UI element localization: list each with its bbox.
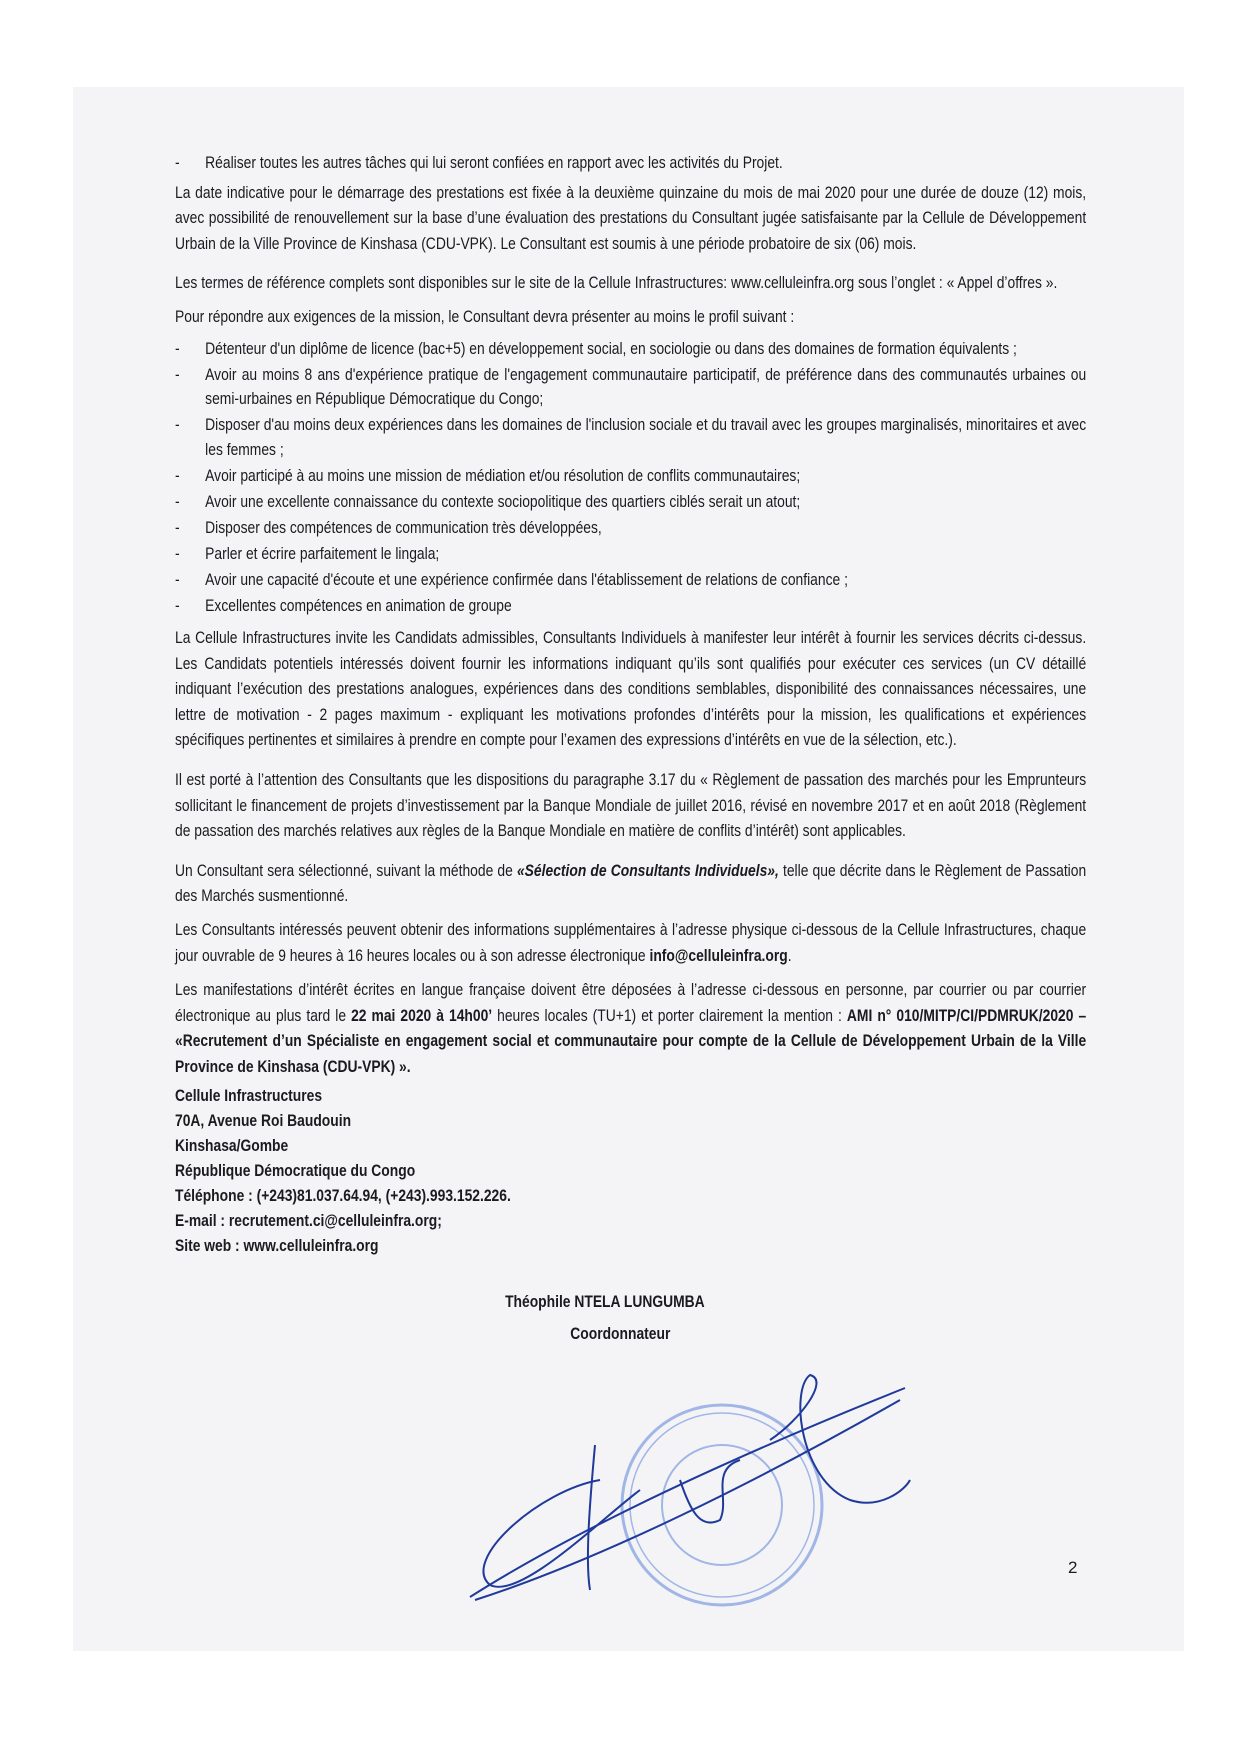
info-email: info@celluleinfra.org: [649, 945, 788, 965]
profile-requirements-list: [175, 337, 1086, 619]
profile-requirement-item: [175, 516, 1086, 541]
profile-requirement-text: Disposer d'au moins deux expériences dans les domaines de l'inclusion sociale et du travail avec les groupes marginalisés, minoritaires et avec les femmes ;: [205, 415, 1087, 459]
website-line: Site web : www.celluleinfra.org: [175, 1235, 379, 1255]
bullet-dash: -: [175, 517, 180, 537]
paragraph-submission: [175, 977, 1086, 1079]
text: Les Consultants intéressés peuvent obtenir des informations supplémentaires à l’adresse physique ci-dessous de la Cellule Infrastructures, chaque jour ouvrable de 9 heures à 16 heures locales ou à son adresse électronique: [175, 920, 1087, 965]
profile-requirement-item: [175, 464, 1086, 489]
bullet-dash: -: [175, 415, 180, 435]
deadline: 22 mai 2020 à 14h00’: [351, 1005, 493, 1025]
profile-requirement-item: [175, 490, 1086, 515]
address-line: Cellule Infrastructures: [175, 1085, 323, 1105]
profile-requirement-text: Parler et écrire parfaitement le lingala;: [205, 543, 440, 563]
profile-requirement-item: [175, 337, 1086, 362]
profile-requirement-item: [175, 594, 1086, 619]
address-line: Kinshasa/Gombe: [175, 1135, 289, 1155]
profile-requirement-text: Avoir une capacité d'écoute et une expérience confirmée dans l'établissement de relations de confiance ;: [205, 569, 848, 589]
profile-requirement-text: Disposer des compétences de communication très développées,: [205, 517, 602, 537]
bullet-dash: -: [175, 569, 180, 589]
paragraph-invitation: La Cellule Infrastructures invite les Candidats admissibles, Consultants Individuels à manifester leur intérêt à fournir les services décrits ci-dessus. Les Candidats potentiels intéressés doivent fournir les informations indiquant qu’ils sont qualifiés pour exécuter ces services (un CV détaillé indiquant l’exécution des prestations analogues, expériences dans des conditions semblables, disponibilité des connaissances nécessaires, une lettre de motivation - 2 pages maximum - expliquant les motivations profondes d’intérêts pour la mission, les qualifications et expériences spécifiques pertinentes et similaires à prendre en compte pour l’examen des expressions d’intérêts en vue de la sélection, etc.).: [175, 628, 1087, 750]
profile-requirement-text: Avoir participé à au moins une mission de médiation et/ou résolution de conflits communautaires;: [205, 465, 801, 485]
text: heures locales (TU+1) et porter clairement la mention :: [492, 1005, 847, 1025]
paragraph-terms-of-reference: Les termes de référence complets sont disponibles sur le site de la Cellule Infrastructures: www.celluleinfra.org sous l’onglet : « Appel d’offres ».: [175, 273, 1058, 293]
paragraph-start-date: La date indicative pour le démarrage des prestations est fixée à la deuxième quinzaine du mois de mai 2020 pour une durée de douze (12) mois, avec possibilité de renouvellement sur la base d’une évaluation des prestations du Consultant jugée satisfaisante par la Cellule de Développement Urbain de la Ville Province de Kinshasa (CDU-VPK). Le Consultant est soumis à une période probatoire de six (06) mois.: [175, 182, 1087, 253]
signatory-name: Théophile NTELA LUNGUMBA: [505, 1291, 705, 1311]
bullet-dash: -: [175, 543, 180, 563]
text: telle que décrite dans le Règlement de Passation des Marchés susmentionné.: [175, 860, 1087, 906]
text: .: [787, 945, 792, 965]
address-line: 70A, Avenue Roi Baudouin: [175, 1110, 352, 1130]
bullet-dash: -: [175, 338, 180, 358]
phone-line: Téléphone : (+243)81.037.64.94, (+243).993.152.226.: [175, 1185, 511, 1205]
profile-requirement-item: [175, 363, 1086, 412]
profile-requirement-item: [175, 542, 1086, 567]
email-line: E-mail : recrutement.ci@celluleinfra.org;: [175, 1210, 442, 1230]
text: Les manifestations d’intérêt écrites en langue française doivent être déposées à l’adresse ci-dessous en personne, par courrier ou par courrier électronique au plus tard le: [175, 980, 1087, 1025]
profile-requirement-item: [175, 568, 1086, 593]
paragraph-profile-intro: Pour répondre aux exigences de la mission, le Consultant devra présenter au moins le profil suivant :: [175, 306, 795, 326]
profile-requirement-text: Avoir une excellente connaissance du contexte sociopolitique des quartiers ciblés serait un atout;: [205, 491, 801, 511]
bullet-dash: -: [175, 153, 180, 172]
reference-mention: AMI n° 010/MITP/CI/PDMRUK/2020 – «Recrutement d’un Spécialiste en engagement social et communautaire pour compte de la Cellule de Développement Urbain de la Ville Province de Kinshasa (CDU-VPK) ».: [175, 1005, 1087, 1076]
bullet-dash: -: [175, 491, 180, 511]
text: Un Consultant sera sélectionné, suivant la méthode de: [175, 860, 517, 880]
address-block: [175, 1083, 1086, 1258]
selection-method-name: «Sélection de Consultants Individuels»,: [516, 860, 779, 880]
bullet-dash: -: [175, 364, 180, 384]
profile-requirement-item: [175, 413, 1086, 462]
address-line: République Démocratique du Congo: [175, 1160, 416, 1180]
profile-requirement-text: Détenteur d'un diplôme de licence (bac+5) en développement social, en sociologie ou dans des domaines de formation équivalents ;: [205, 338, 1017, 358]
signatory-title: Coordonnateur: [570, 1323, 671, 1343]
document-body: [175, 150, 1086, 1345]
bullet-dash: -: [175, 465, 180, 485]
list-item-text: Réaliser toutes les autres tâches qui lui seront confiées en rapport avec les activités du Projet.: [205, 153, 783, 172]
bullet-dash: -: [175, 595, 180, 615]
paragraph-selection-method: [175, 858, 1086, 909]
paragraph-contact-info: [175, 917, 1086, 968]
paragraph-procurement-rules: Il est porté à l’attention des Consultants que les dispositions du paragraphe 3.17 du « Règlement de passation des marchés pour les Emprunteurs sollicitant le financement de projets d’investissement par la Banque Mondiale de juillet 2016, révisé en novembre 2017 et en août 2018 (Règlement de passation des marchés relatives aux règles de la Banque Mondiale en matière de conflits d’intérêt) sont applicables.: [175, 770, 1087, 841]
profile-requirement-text: Avoir au moins 8 ans d'expérience pratique de l'engagement communautaire participatif, de préférence dans des communautés urbaines ou semi-urbaines en République Démocratique du Congo;: [205, 364, 1087, 409]
profile-requirement-text: Excellentes compétences en animation de groupe: [205, 595, 512, 615]
page-number: 2: [1068, 1558, 1078, 1577]
list-item: [175, 150, 1086, 176]
